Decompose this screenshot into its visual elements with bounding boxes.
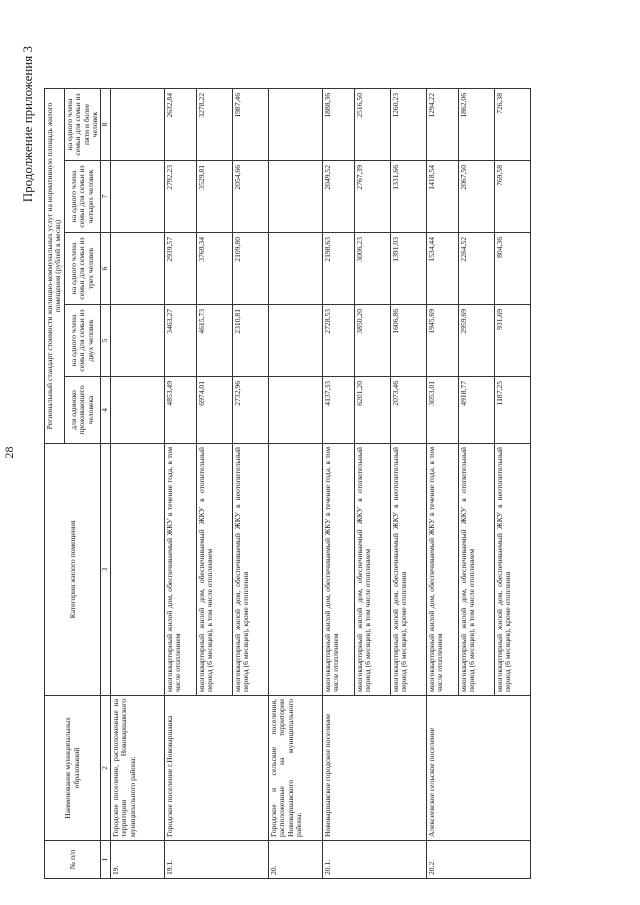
value-cell: 4137,33 [322, 377, 354, 444]
continuation-title: Продолжение приложения 3 [20, 46, 35, 203]
value-cell: 4615,73 [196, 305, 232, 377]
value-cell: 2198,63 [322, 233, 354, 305]
value-cell: 2767,39 [354, 161, 390, 233]
table-row [426, 88, 458, 878]
value-cell: 1987,46 [232, 88, 268, 160]
standards-table [44, 88, 531, 879]
value-cell: 1945,69 [426, 305, 458, 377]
value-cell: 2732,96 [232, 377, 268, 444]
value-cell: 769,58 [494, 161, 530, 233]
municipality-name: Городское поселение г.Нововаршавка [164, 696, 268, 841]
value-cell: 4853,49 [164, 377, 196, 444]
col-number: 7 [101, 161, 110, 233]
empty-cell [110, 305, 164, 377]
category-cell: многоквартирный жилой дом, обеспечиваемый ЖКУ в течение года, в том числе отоплением [322, 444, 354, 696]
table-row [322, 88, 354, 878]
header-c6: на одного члена семьи для семьи из трех человек [64, 233, 101, 305]
municipality-name: Городское поселение, расположенные на территории Нововаршавского муниципального района: [110, 696, 164, 841]
value-cell: 1862,06 [458, 88, 494, 160]
category-cell: многоквартирный жилой дом, обеспечиваемый ЖКУ в отопительный период (6 месяцев), в том числе отоплением [458, 444, 494, 696]
value-cell: 3463,27 [164, 305, 196, 377]
value-cell: 1888,36 [322, 88, 354, 160]
value-cell: 1294,22 [426, 88, 458, 160]
empty-cell [268, 377, 322, 444]
col-number: 5 [101, 305, 110, 377]
category-cell: многоквартирный жилой дом, обеспечиваемый ЖКУ в неотопительный период (6 месяцев), кроме отопления [390, 444, 426, 696]
page-number: 28 [2, 446, 16, 459]
value-cell: 1534,44 [426, 233, 458, 305]
header-name: Наименование муниципальных образований [45, 696, 101, 841]
empty-cell [110, 233, 164, 305]
value-cell: 1187,25 [494, 377, 530, 444]
value-cell: 3769,34 [196, 233, 232, 305]
municipality-name: Нововаршавское городское поселение [322, 696, 426, 841]
municipality-name: Городское и сельские поселения, расположенные на территории Нововаршавского муниципального района: [268, 696, 322, 841]
empty-cell [110, 161, 164, 233]
col-number: 6 [101, 233, 110, 305]
header-c7: на одного члена семьи для семьи из четырех человек [64, 161, 101, 233]
value-cell: 2959,69 [458, 305, 494, 377]
value-cell: 1331,66 [390, 161, 426, 233]
value-cell: 726,38 [494, 88, 530, 160]
value-cell: 2516,50 [354, 88, 390, 160]
category-cell: многоквартирный жилой дом, обеспечиваемый ЖКУ в течение года, в том числе отоплением [164, 444, 196, 696]
row-number: 20.2. [426, 841, 530, 879]
category-cell: многоквартирный жилой дом, обеспечиваемый ЖКУ в течение года, в том числе отоплением [426, 444, 458, 696]
value-cell: 2054,66 [232, 161, 268, 233]
header-c5: на одного члена семьи для семьи из двух человек [64, 305, 101, 377]
header-category: Категории жилого помещения [45, 444, 101, 696]
row-number: 20. [268, 841, 322, 879]
value-cell: 3278,22 [196, 88, 232, 160]
empty-cell [110, 444, 164, 696]
col-number: 8 [101, 88, 110, 160]
empty-cell [268, 444, 322, 696]
empty-cell [268, 233, 322, 305]
header-row-1 [45, 88, 65, 878]
value-cell: 3529,81 [196, 161, 232, 233]
table-row [164, 88, 196, 878]
value-cell: 6201,20 [354, 377, 390, 444]
value-cell: 2073,46 [390, 377, 426, 444]
col-number: 4 [101, 377, 110, 444]
value-cell: 2728,53 [322, 305, 354, 377]
value-cell: 2109,80 [232, 233, 268, 305]
value-cell: 2939,57 [164, 233, 196, 305]
empty-cell [268, 305, 322, 377]
value-cell: 804,36 [494, 233, 530, 305]
value-cell: 2310,81 [232, 305, 268, 377]
table-row [268, 88, 322, 878]
category-cell: многоквартирный жилой дом, обеспечиваемый ЖКУ в неотопительный период (6 месяцев), кроме отопления [494, 444, 530, 696]
column-numbers-row [101, 88, 110, 878]
col-number: 3 [101, 444, 110, 696]
value-cell: 2049,52 [322, 161, 354, 233]
col-number: 1 [101, 841, 110, 879]
empty-cell [110, 88, 164, 160]
value-cell: 2067,50 [458, 161, 494, 233]
value-cell: 1391,03 [390, 233, 426, 305]
value-cell: 3053,01 [426, 377, 458, 444]
value-cell: 2632,84 [164, 88, 196, 160]
row-number: 20.1. [322, 841, 426, 879]
value-cell: 3006,23 [354, 233, 390, 305]
empty-cell [268, 88, 322, 160]
header-c8: на одного члена семьи для семьи из пяти и более человек [64, 88, 101, 160]
header-standard: Региональный стандарт стоимости жилищно-коммунальных услуг на нормативную площадь жилого помещения (рублей в месяц) [45, 88, 65, 443]
value-cell: 931,69 [494, 305, 530, 377]
value-cell: 4918,77 [458, 377, 494, 444]
value-cell: 2264,52 [458, 233, 494, 305]
row-number: 19. [110, 841, 164, 879]
value-cell: 1606,86 [390, 305, 426, 377]
value-cell: 6974,01 [196, 377, 232, 444]
category-cell: многоквартирный жилой дом, обеспечиваемый ЖКУ в неотопительный период (6 месяцев), кроме отопления [232, 444, 268, 696]
col-number: 2 [101, 696, 110, 841]
row-number: 19.1. [164, 841, 268, 879]
table-row [110, 88, 164, 878]
header-c4: для одиноко проживающего человека [64, 377, 101, 444]
value-cell: 1418,54 [426, 161, 458, 233]
value-cell: 3850,20 [354, 305, 390, 377]
header-num: № п/п [45, 841, 101, 879]
value-cell: 1260,23 [390, 88, 426, 160]
category-cell: многоквартирный жилой дом, обеспечиваемый ЖКУ в отопительный период (6 месяцев), в том числе отоплением [354, 444, 390, 696]
category-cell: многоквартирный жилой дом, обеспечиваемый ЖКУ в отопительный период (6 месяцев), в том числе отоплением [196, 444, 232, 696]
empty-cell [268, 161, 322, 233]
empty-cell [110, 377, 164, 444]
value-cell: 2792,23 [164, 161, 196, 233]
municipality-name: Алексеевское сельское поселение [426, 696, 530, 841]
